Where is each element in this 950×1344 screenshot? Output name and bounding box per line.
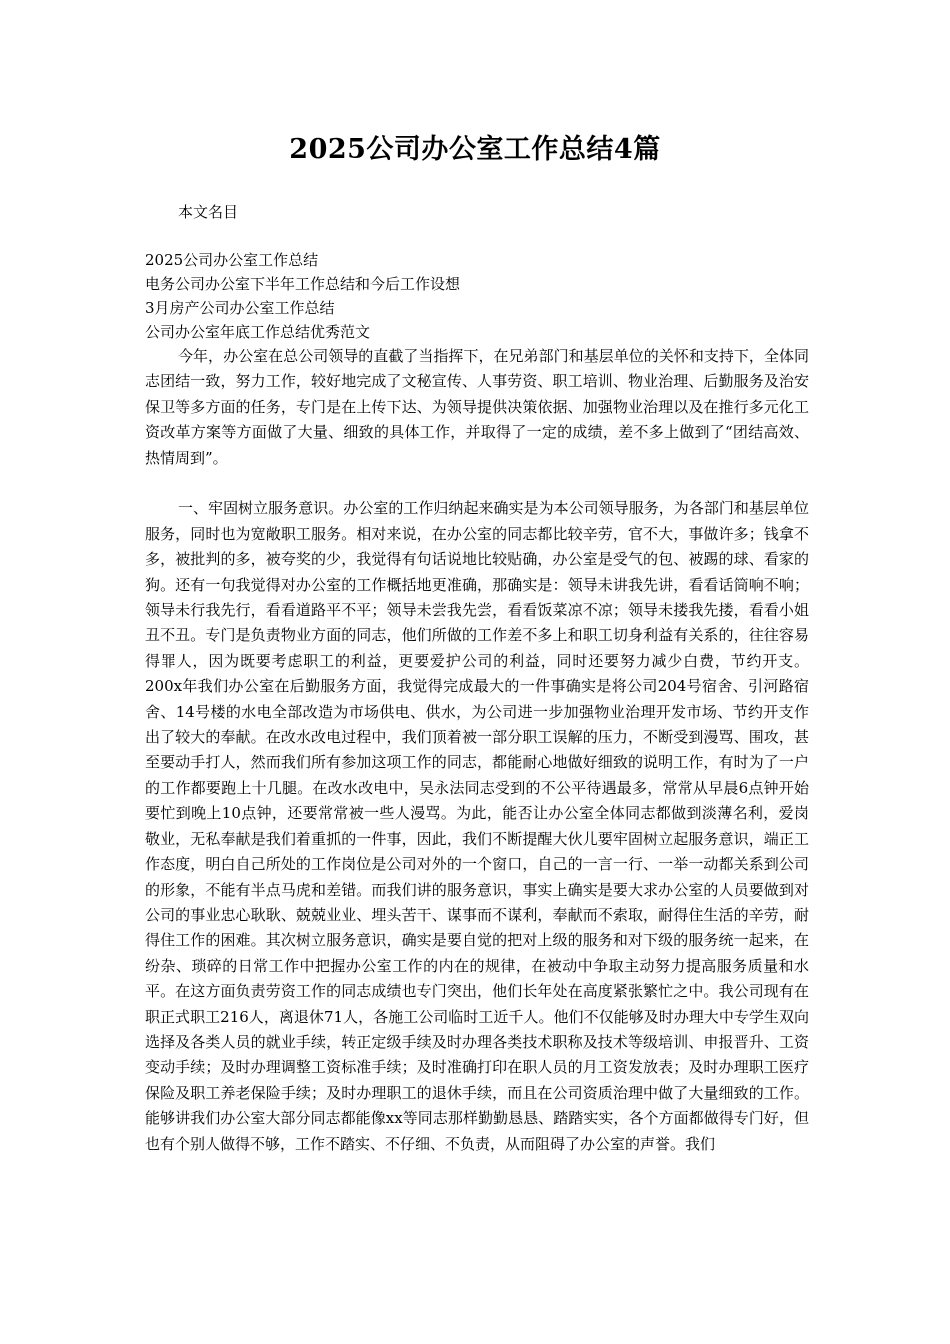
body-paragraph: 今年，办公室在总公司领导的直截了当指挥下，在兄弟部门和基层单位的关怀和支持下，全体同志团结一致，努力工作，较好地完成了文秘宣传、人事劳资、职工培训、物业治理、后勤服务及治安保卫等多方面的任务，专门是在上传下达、为领导提供决策依据、加强物业治理以及在推行多元化工资改革方案等方面做了大量、细致的具体工作，并取得了一定的成绩，差不多上做到了“团结高效、热情周到”。 xyxy=(145,347,809,467)
paragraph-spacer xyxy=(145,471,809,496)
document-title: 2025公司办公室工作总结4篇 xyxy=(289,134,661,165)
toc-item: 2025公司办公室工作总结 xyxy=(145,251,319,269)
body-paragraph: 一、牢固树立服务意识。办公室的工作归纳起来确实是为本公司领导服务，为各部门和基层单位服务，同时也为宽敞职工服务。相对来说，在办公室的同志都比较辛劳，官不大，事做许多；钱拿不多，被批判的多，被夸奖的少，我觉得有句话说地比较贴确，办公室是受气的包、被踢的球、看家的狗。还有一句我觉得对办公室的工作概括地更准确，那确实是：领导未讲我先讲，看看话筒响不响；领导未行我先行，看看道路平不平；领导未尝我先尝，看看饭菜凉不凉；领导未搂我先搂，看看小姐丑不丑。专门是负责物业方面的同志，他们所做的工作差不多上和职工切身利益有关系的，往往容易得罪人，因为既要考虑职工的利益，更要爱护公司的利益，同时还要努力减少白费，节约开支。200x年我们办公室在后勤服务方面，我觉得完成最大的一件事确实是将公司204号宿舍、引河路宿舍、14号楼的水电全部改造为市场供电、供水，为公司进一步加强物业治理开发市场、节约开支作出了较大的奉献。在改水改电过程中，我们顶着被一部分职工误解的压力，不断受到漫骂、围攻，甚至要动手打人，然而我们所有参加这项工作的同志，都能耐心地做好细致的说明工作，有时为了一户的工作都要跑上十几腿。在改水改电中，吴永法同志受到的不公平待遇最多，常常从早晨6点钟开始要忙到晚上10点钟，还要常常被一些人漫骂。为此，能否让办公室全体同志都做到淡薄名利，爱岗敬业，无私奉献是我们着重抓的一件事，因此，我们不断提醒大伙儿要牢固树立起服务意识，端正工作态度，明白自己所处的工作岗位是公司对外的一个窗口，自己的一言一行、一举一动都关系到公司的形象，不能有半点马虎和差错。而我们讲的服务意识，事实上确实是要大求办公室的人员要做到对公司的事业忠心耿耿、兢兢业业、埋头苦干、谋事而不谋利，奉献而不索取，耐得住生活的辛劳，耐得住工作的困难。其次树立服务意识，确实是要自觉的把对上级的服务和对下级的服务统一起来，在纷杂、琐碎的日常工作中把握办公室工作的内在的规律，在被动中争取主动努力提高服务质量和水平。在这方面负责劳资工作的同志成绩也专门突出，他们长年处在高度紧张繁忙之中。我公司现有在职正式职工216人，离退休71人，各施工公司临时工近千人。他们不仅能够及时办理大中专学生双向选择及各类人员的就业手续，转正定级手续及时办理各类技术职称及技术等级培训、申报晋升、工资变动手续；及时办理调整工资标准手续；及时准确打印在职人员的月工资发放表；及时办理职工医疗保险及职工养老保险手续；及时办理职工的退休手续，而且在公司资质治理中做了大量细致的工作。能够讲我们办公室大部分同志都能像xx等同志那样勤勤恳恳、踏踏实实，各个方面都做得专门好，但也有个别人做得不够，工作不踏实、不仔细、不负责，从而阻碍了办公室的声誉。我们 xyxy=(145,499,809,1153)
document-body xyxy=(145,344,809,1157)
toc-item: 3月房产公司办公室工作总结 xyxy=(145,299,335,317)
toc-heading: 本文名目 xyxy=(178,203,239,221)
table-of-contents xyxy=(145,248,825,344)
toc-item: 电务公司办公室下半年工作总结和今后工作设想 xyxy=(145,275,461,293)
toc-item: 公司办公室年底工作总结优秀范文 xyxy=(145,323,371,341)
